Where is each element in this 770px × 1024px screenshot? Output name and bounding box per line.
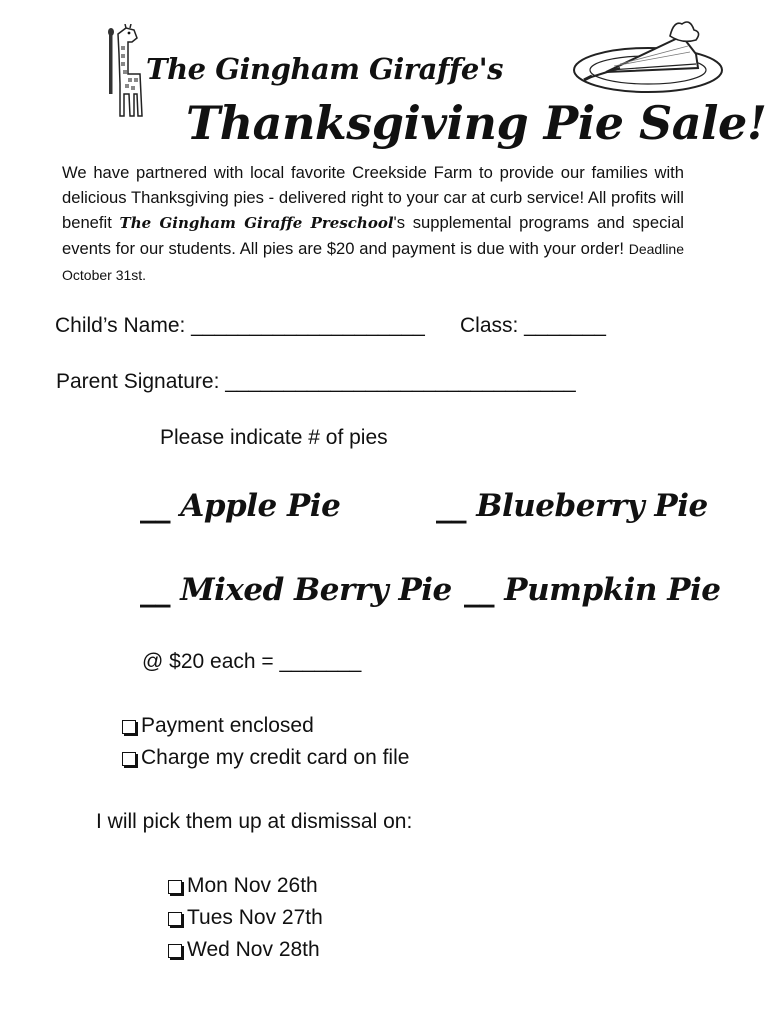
blueberry-pie-entry[interactable]: __ Blueberry Pie [436, 488, 708, 524]
checkbox-icon[interactable] [122, 752, 136, 766]
page-title: Thanksgiving Pie Sale! [186, 96, 767, 150]
pickup-option-mon[interactable] [168, 874, 318, 898]
school-name: The Gingham Giraffe Preschool [119, 214, 394, 232]
pickup-date-label: Mon Nov 26th [187, 874, 318, 897]
pickup-date-label: Tues Nov 27th [187, 906, 323, 929]
child-name-field[interactable]: Child’s Name: ____________________ [55, 314, 425, 337]
pickup-date-label: Wed Nov 28th [187, 938, 320, 961]
mixed-berry-pie-entry[interactable]: __ Mixed Berry Pie [140, 572, 452, 608]
intro-paragraph [62, 160, 684, 288]
pickup-option-wed[interactable] [168, 938, 320, 962]
organization-name: The Gingham Giraffe's [146, 52, 503, 86]
charge-card-option[interactable] [122, 746, 409, 770]
charge-card-label: Charge my credit card on file [141, 746, 410, 769]
giraffe-icon [104, 24, 148, 122]
intro-text-after: 's supplemental programs and special events for our students. All pies are $20 and payment is due with your order! [62, 213, 684, 258]
pickup-option-tues[interactable] [168, 906, 323, 930]
parent-signature-field[interactable]: Parent Signature: ______________________________ [56, 370, 576, 393]
checkbox-icon[interactable] [168, 944, 182, 958]
payment-enclosed-label: Payment enclosed [141, 714, 314, 737]
pumpkin-pie-entry[interactable]: __ Pumpkin Pie [464, 572, 721, 608]
checkbox-icon[interactable] [122, 720, 136, 734]
checkbox-icon[interactable] [168, 880, 182, 894]
pie-instructions: Please indicate # of pies [160, 426, 388, 449]
intro-text-before: We have partnered with local favorite Creekside Farm to provide our families with delicious Thanksgiving pies - delivered right to your car at curb service! All profits will benefit [62, 163, 684, 232]
payment-enclosed-option[interactable] [122, 714, 314, 738]
checkbox-icon[interactable] [168, 912, 182, 926]
pickup-prompt: I will pick them up at dismissal on: [96, 810, 413, 833]
deadline: Deadline October 31st. [62, 241, 684, 283]
apple-pie-entry[interactable]: __ Apple Pie [140, 488, 341, 524]
price-total-field[interactable]: @ $20 each = _______ [142, 650, 362, 673]
class-field[interactable]: Class: _______ [460, 314, 606, 337]
pie-slice-icon [570, 14, 726, 98]
